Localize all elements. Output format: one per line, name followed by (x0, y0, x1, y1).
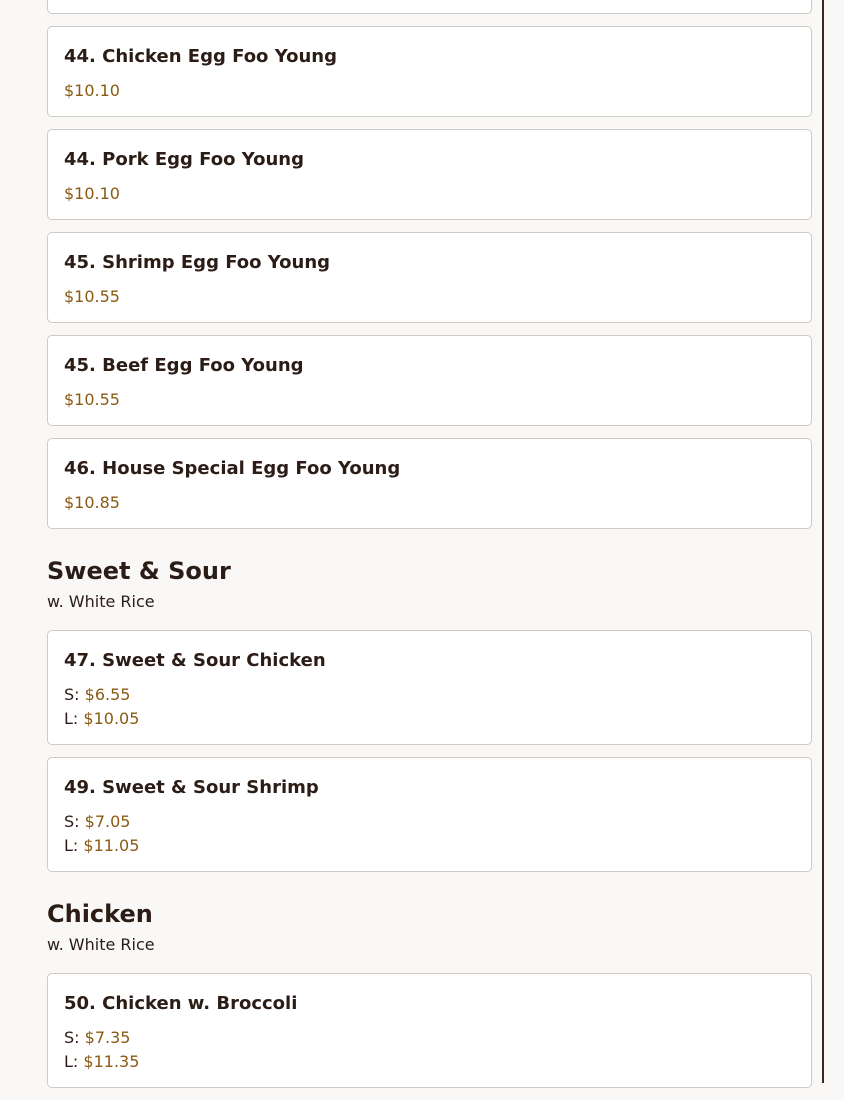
menu-item-card[interactable] (47, 232, 812, 323)
item-name: 50. Chicken w. Broccoli (64, 993, 298, 1014)
menu-item-card[interactable] (47, 129, 812, 220)
menu-item-card[interactable] (47, 335, 812, 426)
menu-item-card[interactable] (47, 630, 812, 745)
large-price: $11.05 (83, 836, 140, 855)
item-price: $10.10 (64, 81, 120, 100)
size-label-large: L: (64, 709, 79, 728)
size-label-large: L: (64, 836, 79, 855)
item-price: $10.55 (64, 390, 120, 409)
menu-item-card[interactable] (47, 0, 812, 14)
item-name: 44. Pork Egg Foo Young (64, 149, 304, 170)
section-title: Chicken (47, 900, 153, 928)
small-price: $6.55 (84, 685, 131, 704)
size-label-small: S: (64, 1028, 80, 1047)
small-price: $7.05 (84, 812, 131, 831)
menu-item-card[interactable] (47, 26, 812, 117)
large-price: $10.05 (83, 709, 140, 728)
section-subtitle: w. White Rice (47, 592, 155, 611)
size-label-large: L: (64, 1052, 79, 1071)
menu-item-card[interactable] (47, 757, 812, 872)
menu-content (47, 0, 812, 1100)
item-price: $10.85 (64, 493, 120, 512)
item-name: 44. Chicken Egg Foo Young (64, 46, 337, 67)
large-price: $11.35 (83, 1052, 140, 1071)
size-label-small: S: (64, 812, 80, 831)
item-name: 45. Beef Egg Foo Young (64, 355, 304, 376)
item-name: 45. Shrimp Egg Foo Young (64, 252, 331, 273)
item-name: 46. House Special Egg Foo Young (64, 458, 401, 479)
item-name: 49. Sweet & Sour Shrimp (64, 777, 319, 798)
size-label-small: S: (64, 685, 80, 704)
scrollbar-divider (822, 0, 824, 1083)
small-price: $7.35 (84, 1028, 131, 1047)
menu-item-card[interactable] (47, 438, 812, 529)
section-title: Sweet & Sour (47, 557, 231, 585)
section-subtitle: w. White Rice (47, 935, 155, 954)
item-price: $10.55 (64, 287, 120, 306)
menu-item-card[interactable] (47, 973, 812, 1088)
item-price: $10.10 (64, 184, 120, 203)
item-name: 47. Sweet & Sour Chicken (64, 650, 326, 671)
